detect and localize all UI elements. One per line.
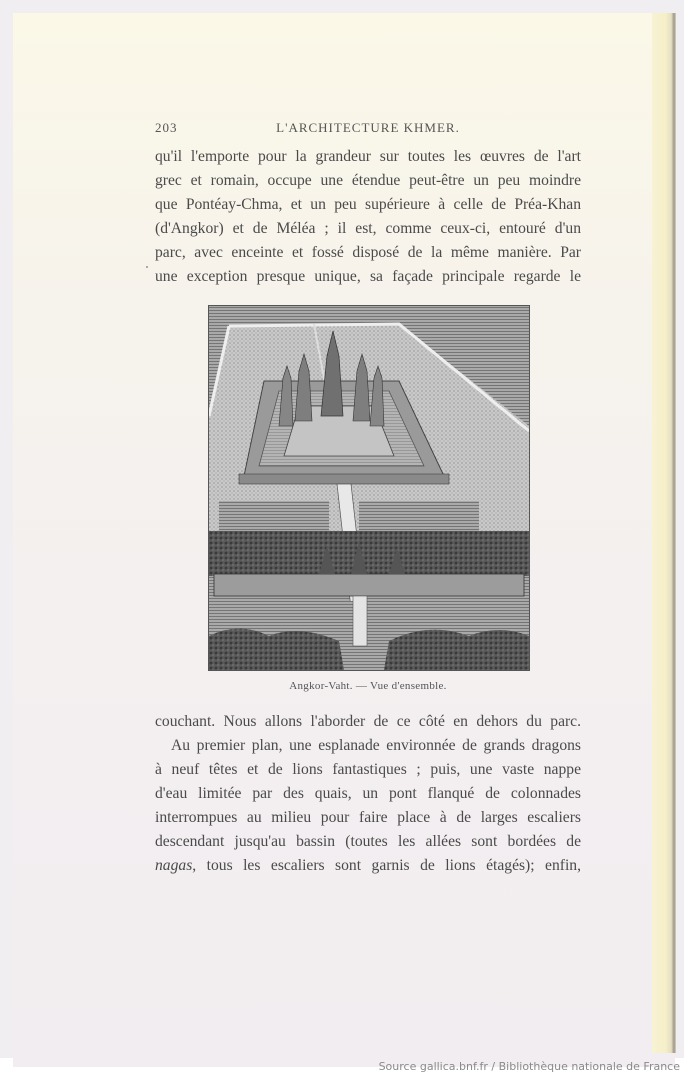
text-line: Au premier plan, une esplanade environnée de grands dragons — [171, 737, 581, 754]
tree-line — [209, 531, 529, 576]
text-line: couchant. Nous allons l'aborder de ce côté en dehors du parc. — [155, 713, 581, 730]
stray-ink-mark — [146, 266, 148, 268]
front-colonnade — [239, 474, 449, 484]
text-line: interrompues au milieu pour faire place à de larges escaliers — [155, 809, 581, 826]
text-line: (d'Angkor) et de Méléa ; il est, comme ceux-ci, entouré d'un — [155, 220, 581, 237]
text-line: une exception presque unique, sa façade principale regarde le — [155, 268, 581, 285]
text-line: grec et romain, occupe une étendue peut-être un peu moindre — [155, 172, 581, 189]
engraving-illustration — [209, 306, 529, 670]
paragraph-top — [155, 145, 581, 289]
paragraph-new — [155, 734, 581, 878]
source-attribution: Source gallica.bnf.fr / Bibliothèque nationale de France — [378, 1060, 680, 1073]
running-title: L'ARCHITECTURE KHMER. — [276, 120, 460, 135]
text-line: que Pontéay-Chma, et un peu supérieure à celle de Préa-Khan — [155, 196, 581, 213]
italic-word: nagas — [155, 857, 193, 874]
text-fragment: , tous les escaliers sont garnis de lions étagés); enfin, — [192, 857, 581, 874]
foreground-trees-right — [384, 630, 529, 670]
text-line: descendant jusqu'au bassin (toutes les allées sont bordées de — [155, 833, 581, 850]
text-line — [155, 854, 581, 878]
page-edge-shadow — [652, 13, 676, 1053]
running-head — [155, 120, 581, 138]
engraving-angkor-vat — [208, 305, 530, 671]
figure-caption: Angkor-Vaht. — Vue d'ensemble. — [289, 680, 447, 692]
page-number: 203 — [155, 120, 178, 135]
pond-left — [219, 501, 329, 531]
front-moat — [209, 601, 529, 631]
front-bridge — [353, 596, 367, 646]
text-line: qu'il l'emporte pour la grandeur sur toutes les œuvres de l'art — [155, 148, 581, 165]
entrance-gallery — [214, 574, 524, 596]
text-line: à neuf têtes et de lions fantastiques ; puis, une vaste nappe — [155, 761, 581, 778]
pond-right — [359, 501, 479, 531]
paragraph-continuation — [155, 710, 581, 734]
text-line: parc, avec enceinte et fossé disposé de la même manière. Par — [155, 244, 581, 261]
text-line: d'eau limitée par des quais, un pont flanqué de colonnades — [155, 785, 581, 802]
